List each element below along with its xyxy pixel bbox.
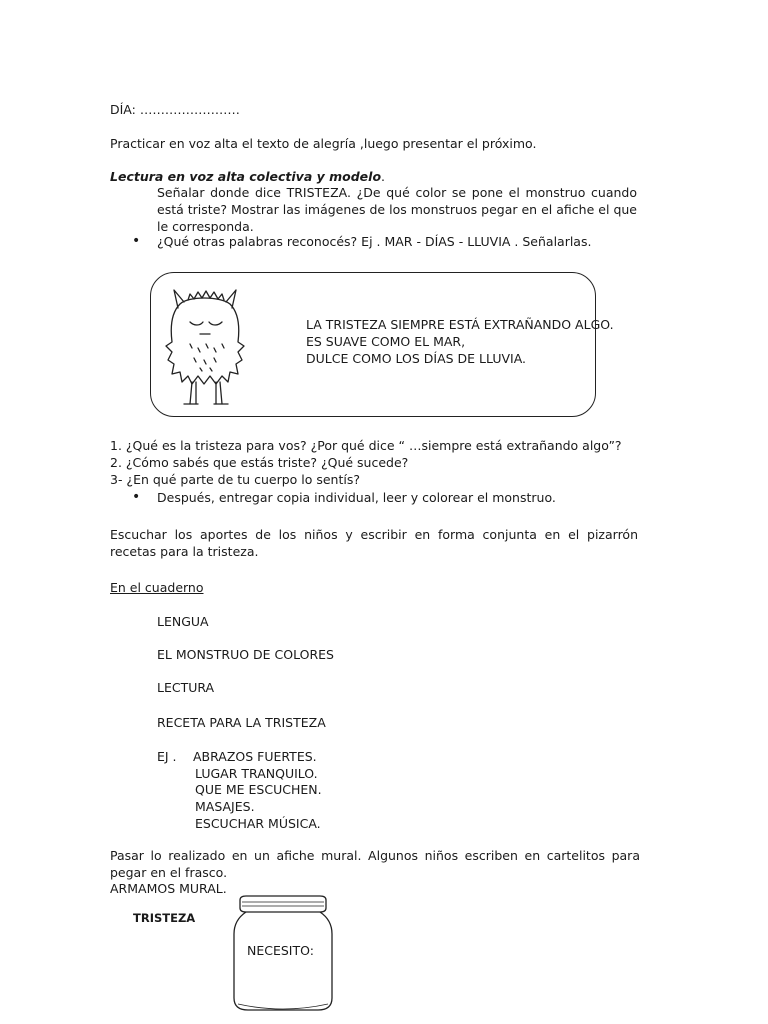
day-label: DÍA: …………………… <box>110 102 240 117</box>
bullet-icon: • <box>132 489 141 505</box>
listen-instruction: Escuchar los aportes de los niños y escribir en forma conjunta en el pizarrón recetas para la tristeza. <box>110 527 638 559</box>
quote-line-3: DULCE COMO LOS DÍAS DE LLUVIA. <box>306 351 527 366</box>
notebook-subject: LENGUA <box>157 614 209 629</box>
reading-heading <box>110 168 385 185</box>
reading-instruction: Señalar donde dice TRISTEZA. ¿De qué color se pone el monstruo cuando está triste? Mostrar las imágenes de los monstruos pegar en el afiche el que le corresponda. <box>157 185 637 234</box>
example-label: EJ . <box>157 749 177 764</box>
example-item: QUE ME ESCUCHEN. <box>195 782 322 797</box>
example-item: ESCUCHAR MÚSICA. <box>195 816 321 831</box>
question-1: 1. ¿Qué es la tristeza para vos? ¿Por qué dice “ …siempre está extrañando algo”? <box>110 438 622 453</box>
example-item: ABRAZOS FUERTES. <box>193 749 317 764</box>
example-item: MASAJES. <box>195 799 255 814</box>
jar-need-label: NECESITO: <box>247 943 314 958</box>
assemble-mural-text: ARMAMOS MURAL. <box>110 881 227 896</box>
reading-title-period: . <box>381 169 386 184</box>
example-item: LUGAR TRANQUILO. <box>195 766 318 781</box>
quote-line-1: LA TRISTEZA SIEMPRE ESTÁ EXTRAÑANDO ALGO. <box>306 317 614 332</box>
mural-instruction: Pasar lo realizado en un afiche mural. Algunos niños escriben en cartelitos para pegar en el frasco. <box>110 848 640 880</box>
notebook-book-title: EL MONSTRUO DE COLORES <box>157 647 334 662</box>
jar-tag-label: TRISTEZA <box>133 911 196 925</box>
question-2: 2. ¿Cómo sabés que estás triste? ¿Qué sucede? <box>110 455 409 470</box>
notebook-section: LECTURA <box>157 680 215 695</box>
bullet-words-text: ¿Qué otras palabras reconocés? Ej . MAR - DÍAS - LLUVIA . Señalarlas. <box>157 234 592 249</box>
reading-title: Lectura en voz alta colectiva y modelo <box>110 169 382 184</box>
monster-quote-text <box>306 316 614 367</box>
sad-monster-illustration <box>160 286 250 411</box>
practice-instruction: Practicar en voz alta el texto de alegría ,luego presentar el próximo. <box>110 136 537 151</box>
question-3: 3- ¿En qué parte de tu cuerpo lo sentís? <box>110 472 360 487</box>
color-monster-instruction: Después, entregar copia individual, leer y colorear el monstruo. <box>157 490 556 505</box>
bullet-icon: • <box>132 233 141 249</box>
notebook-heading: En el cuaderno <box>110 580 204 595</box>
notebook-recipe-title: RECETA PARA LA TRISTEZA <box>157 715 326 730</box>
quote-line-2: ES SUAVE COMO EL MAR, <box>306 334 466 349</box>
